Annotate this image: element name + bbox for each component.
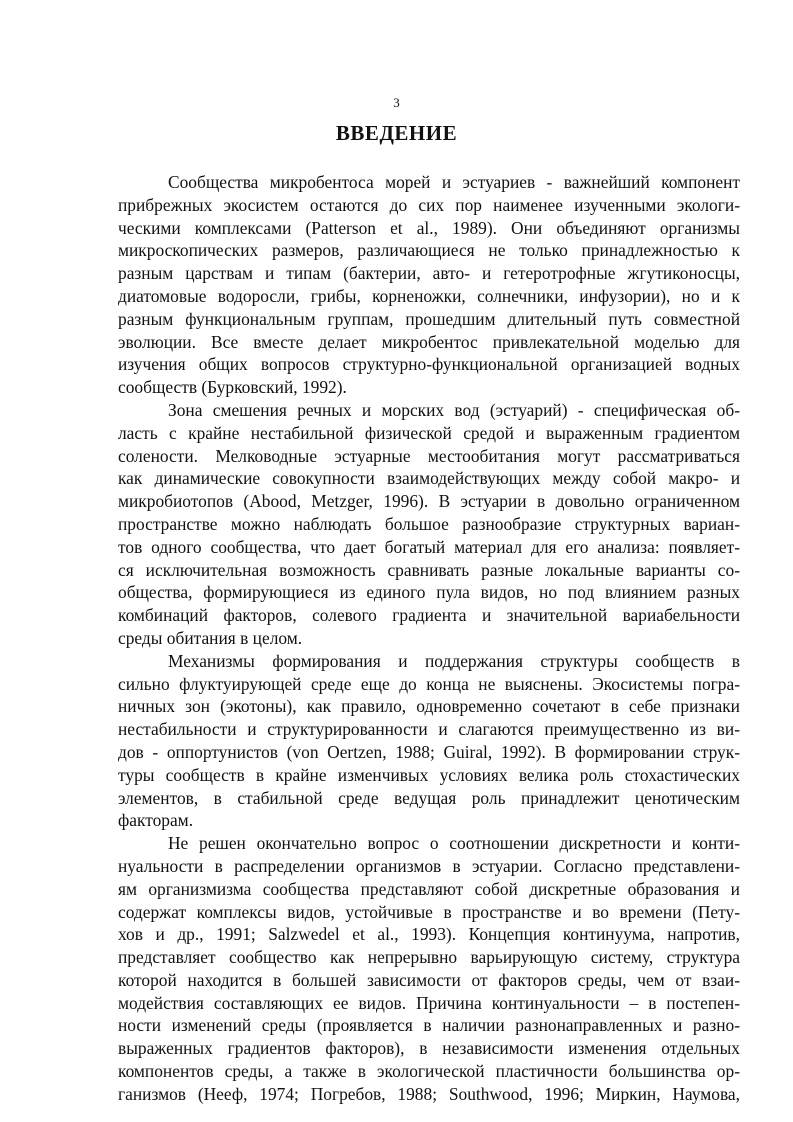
text-line: солености. Мелководные эстуарные местообитания могут рассматриваться	[118, 445, 740, 466]
page-number: 3	[393, 95, 400, 110]
text-line: Механизмы формирования и поддержания структуры сообществ в	[168, 650, 740, 671]
text-line: разным функциональным группам, прошедшим длительный путь совместной	[118, 308, 740, 329]
text-line: диатомовые водоросли, грибы, корненожки, солнечники, инфузории), но и к	[118, 285, 740, 306]
text-line: прибрежных экосистем остаются до сих пор наименее изученными экологи-	[118, 194, 740, 215]
document-body	[118, 171, 740, 1106]
text-line: ничных зон (экотоны), как правило, одновременно сочетают в себе признаки	[118, 696, 740, 717]
text-line: ганизмов (Нееф, 1974; Погребов, 1988; Southwood, 1996; Миркин, Наумова,	[118, 1083, 740, 1104]
text-line: выраженных градиентов факторов), в независимости изменения отдельных	[118, 1038, 740, 1059]
text-line: сильно флуктуирующей среде еще до конца не выяснены. Экосистемы погра-	[118, 673, 740, 694]
text-line: ческими комплексами (Patterson et al., 1989). Они объединяют организмы	[118, 217, 740, 238]
text-line: Зона смешения речных и морских вод (эстуарий) - специфическая об-	[168, 399, 740, 420]
text-line: эволюции. Все вместе делает микробентос привлекательной моделью для	[118, 331, 740, 352]
text-line: компонентов среды, а также в экологической пластичности большинства ор-	[118, 1061, 740, 1082]
text-line: как динамические совокупности взаимодействующих между собой макро- и	[118, 468, 740, 489]
text-line: сообществ (Бурковский, 1992).	[118, 377, 347, 398]
text-line: ласть с крайне нестабильной физической средой и выраженным градиентом	[118, 422, 740, 443]
text-line: элементов, в стабильной среде ведущая роль принадлежит ценотическим	[118, 787, 740, 808]
paragraph	[118, 832, 740, 1106]
text-line: комбинаций факторов, солевого градиента и значительной вариабельности	[118, 605, 740, 626]
text-line: Сообщества микробентоса морей и эстуариев - важнейший компонент	[168, 172, 740, 192]
text-line: Не решен окончательно вопрос о соотношении дискретности и конти-	[168, 833, 740, 854]
text-line: ся исключительная возможность сравнивать разные локальные варианты со-	[118, 559, 740, 580]
text-line: содержат комплексы видов, устойчивые в пространстве и во времени (Пету-	[118, 901, 740, 922]
text-line: которой находится в большей зависимости от факторов среды, чем от взаи-	[118, 969, 740, 990]
text-line: среды обитания в целом.	[118, 627, 303, 648]
text-line: изучения общих вопросов структурно-функциональной организацией водных	[118, 354, 740, 375]
text-line: пространстве можно наблюдать большое разнообразие структурных вариан-	[118, 513, 740, 534]
text-line: микроскопических размеров, различающиеся не только принадлежностью к	[118, 240, 740, 261]
text-line: нестабильности и структурированности и слагаются преимущественно из ви-	[118, 719, 740, 740]
text-line: микробиотопов (Abood, Metzger, 1996). В эстуарии в довольно ограниченном	[118, 491, 740, 512]
text-line: нуальности в распределении организмов в эстуарии. Согласно представлени-	[118, 855, 740, 876]
paragraph	[118, 171, 740, 399]
text-line: общества, формирующиеся из единого пула видов, но под влиянием разных	[118, 582, 740, 603]
text-line: модействия составляющих ее видов. Причина континуальности – в постепен-	[118, 992, 740, 1013]
text-line: ности изменений среды (проявляется в наличии разнонаправленных и разно-	[118, 1015, 740, 1036]
paragraph	[118, 650, 740, 832]
text-line: хов и др., 1991; Salzwedel et al., 1993). Концепция континуума, напротив,	[118, 924, 740, 945]
text-line: разным царствам и типам (бактерии, авто- и гетеротрофные жгутиконосцы,	[118, 263, 740, 284]
text-line: представляет сообщество как непрерывно варьирующую систему, структура	[118, 947, 740, 968]
text-line: ям организмизма сообщества представляют собой дискретные образования и	[118, 878, 740, 899]
page-title: ВВЕДЕНИЕ	[335, 121, 458, 145]
text-line: факторам.	[118, 810, 194, 831]
paragraph	[118, 399, 740, 650]
text-line: тов одного сообщества, что дает богатый материал для его анализа: появляет-	[118, 536, 740, 557]
text-line: туры сообществ в крайне изменчивых условиях велика роль стохастических	[118, 764, 740, 785]
text-line: дов - оппортунистов (von Oertzen, 1988; Guiral, 1992). В формировании струк-	[118, 741, 740, 762]
